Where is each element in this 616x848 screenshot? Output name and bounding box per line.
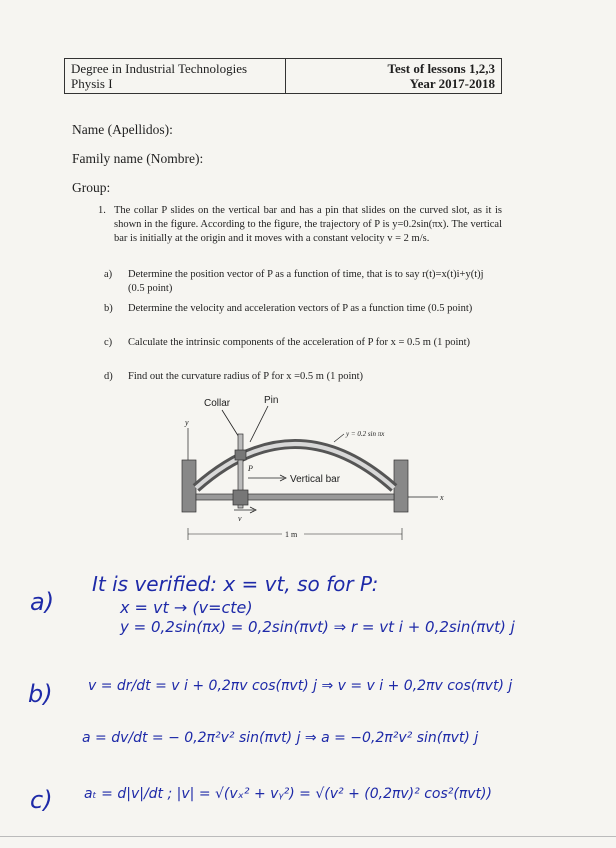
item-label: c) <box>104 337 113 348</box>
hw-b-line2: a = dv/dt = − 0,2π²v² sin(πvt) j ⇒ a = −0,2π²v² sin(πvt) j <box>82 730 479 746</box>
group-field: Group: <box>72 180 111 195</box>
hw-a-line3: y = 0,2sin(πx) = 0,2sin(πvt) ⇒ r = vt i + 0,2sin(πvt) j <box>120 618 515 636</box>
page-bottom-rule <box>0 836 616 837</box>
hw-c-line1: aₜ = d|v|/dt ; |v| = √(vₓ² + vᵧ²) = √(v² + (0,2πv)² cos²(πvt)) <box>84 786 492 802</box>
curve-equation: y = 0.2 sin πx <box>346 430 385 438</box>
item-a <box>104 268 502 298</box>
hw-b-line1: v = dr/dt = v i + 0,2πv cos(πvt) j ⇒ v = v i + 0,2πv cos(πvt) j <box>88 678 513 694</box>
mechanism-figure <box>176 390 456 550</box>
test-label: Test of lessons 1,2,3 <box>387 61 495 76</box>
collar-block <box>235 450 246 460</box>
item-text: Calculate the intrinsic components of the acceleration of P for x = 0.5 m (1 point) <box>128 337 471 348</box>
year-label: Year 2017-2018 <box>409 76 495 91</box>
collar-label: Collar <box>204 398 231 409</box>
name-field: Name (Apellidos): <box>72 122 173 137</box>
y-axis-label: y <box>185 418 189 427</box>
bar-slider <box>233 490 248 505</box>
hw-label-a: a) <box>30 588 55 616</box>
item-b <box>104 302 502 332</box>
item-label: d) <box>104 371 113 382</box>
item-c <box>104 336 502 366</box>
right-support <box>394 460 408 512</box>
pin-label: Pin <box>264 395 279 406</box>
header-right <box>286 59 501 93</box>
curve-pointer <box>334 434 344 442</box>
problem-number: 1. <box>98 205 106 216</box>
header-box <box>64 58 502 94</box>
x-axis-label: x <box>440 493 444 502</box>
velocity-label: v <box>238 514 242 523</box>
course-label: Physis I <box>71 76 113 91</box>
degree-label: Degree in Industrial Technologies <box>71 61 248 76</box>
item-label: a) <box>104 269 113 280</box>
hw-label-b: b) <box>28 680 53 708</box>
header-left <box>65 59 286 93</box>
item-text: Determine the velocity and acceleration vectors of P as a function time (0.5 point) <box>128 303 473 314</box>
family-name-field: Family name (Nombre): <box>72 151 204 166</box>
problem-text: The collar P slides on the vertical bar and has a pin that slides on the curved slot, as it is shown in the figure. According to the figure, the trajectory of P is y=0.2sin(πx). The vertical bar is initially at the origin and it moves with a constant velocity v = 2 m/s. <box>114 205 502 245</box>
horizontal-guide <box>196 494 394 500</box>
point-p-label: P <box>248 464 253 473</box>
item-d <box>104 370 502 386</box>
pin-pointer <box>250 406 268 442</box>
problem-statement <box>98 204 502 247</box>
item-text: Find out the curvature radius of P for x =0.5 m (1 point) <box>128 371 364 382</box>
hw-label-c: c) <box>30 786 53 814</box>
hw-a-line1: It is verified: x = vt, so for P: <box>92 572 379 596</box>
item-label: b) <box>104 303 113 314</box>
vertical-bar-label: Vertical bar <box>290 474 341 485</box>
length-label: 1 m <box>285 530 298 539</box>
left-support <box>182 460 196 512</box>
hw-a-line2: x = vt → (v=cte) <box>120 598 253 617</box>
item-text: Determine the position vector of P as a function of time, that is to say r(t)=x(t)i+y(t)j (0.5 point) <box>128 269 484 295</box>
